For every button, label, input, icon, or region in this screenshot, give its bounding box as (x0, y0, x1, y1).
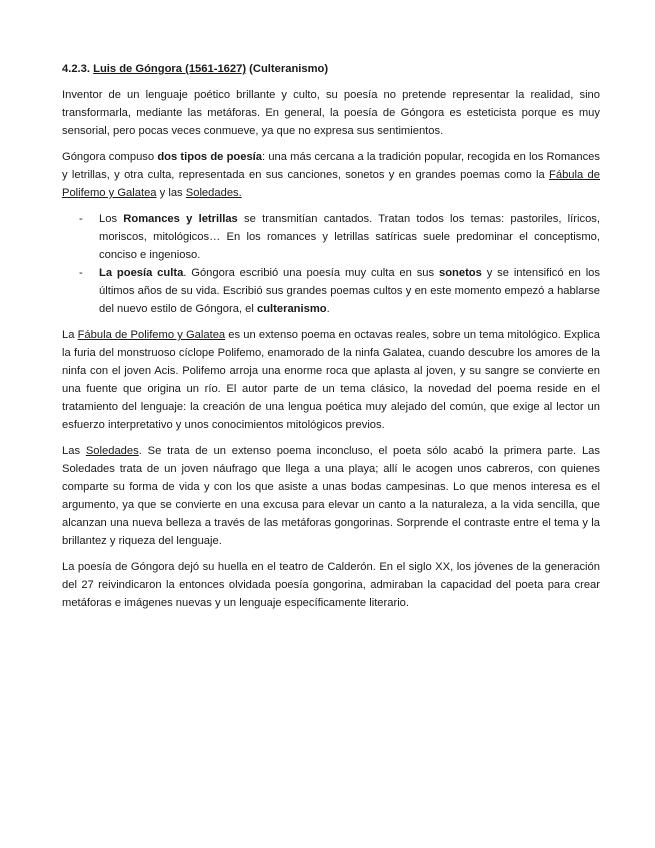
paragraph-types: Góngora compuso dos tipos de poesía: una más cercana a la tradición popular, recogida en los Romances y letrillas, y otra culta, representada en sus canciones, sonetos y en grandes poemas como la Fábula de Polifemo y Galatea y las Soledades. (62, 151, 601, 199)
soledades-title: Soledades (85, 445, 139, 457)
paragraph-legacy: La poesía de Góngora dejó su huella en el teatro de Calderón. En el siglo XX, los jóvenes de la generación del 27 reivindicaron la entonces olvidada poesía gongorina, admiraban la capacidad del poeta para crear metáforas e imágenes nuevas y un lenguaje específicamente literario. (62, 561, 600, 609)
paragraph-soledades: Las Soledades. Se trata de un extenso poema inconcluso, el poeta sólo acabó la primera parte. Las Soledades trata de un joven náufrago que llega a una playa; allí le acogen unos cabreros, con quienes comparte su forma de vida y con los que asiste a unas bodas campesinas. Lo que menos interesa es el argumento, ya que se convierte en una excusa para elevar un canto a la naturaleza, a la vida sencilla, que alcanzan una nueva belleza a través de las metáforas gongorinas. Sorprende el contraste entre el tema y la brillantez y riqueza del lenguaje. (62, 445, 600, 547)
list-item: - La poesía culta. Góngora escribió una poesía muy culta en sus sonetos y se intensificó en los últimos años de su vida. Escribió sus grandes poemas cultos y en este momento empezó a hablarse del nuevo estilo de Góngora, el culteranismo. (62, 264, 600, 318)
section-title: Luis de Góngora (1561-1627) (93, 63, 247, 75)
section-number: 4.2.3. (62, 63, 90, 75)
document-page (62, 60, 600, 620)
section-subtitle: (Culteranismo) (249, 63, 329, 75)
soledades-title-ref: Soledades. (185, 187, 242, 199)
polifemo-title-ref: Fábula de Polifemo y Galatea (62, 169, 600, 199)
dash-bullet: - (79, 267, 83, 279)
paragraph-intro: Inventor de un lenguaje poético brillante y culto, su poesía no pretende representar la realidad, sino transformarla, mediante las metáforas. En general, la poesía de Góngora es esteticista porque es muy sensorial, pero pocas veces conmueve, ya que no expresa sus sentimientos. (62, 89, 600, 137)
poetry-types-list (62, 210, 600, 318)
paragraph-polifemo: La Fábula de Polifemo y Galatea es un extenso poema en octavas reales, sobre un tema mitológico. Explica la furia del monstruoso cíclope Polifemo, enamorado de la ninfa Galatea, cuando descubre los amores de la ninfa con el joven Acis. Polifemo arroja una enorme roca que aplasta al joven, y su sangre se convierte en una fuente que origina un río. El autor parte de un tema clásico, la novedad del poema reside en el tratamiento del lenguaje: la creación de una lengua poética muy alejado del común, que exige al lector un esfuerzo interpretativo y unos conocimientos mitológicos previos. (62, 329, 600, 431)
polifemo-title: Fábula de Polifemo y Galatea (77, 329, 226, 341)
section-heading (62, 60, 600, 78)
dash-bullet: - (79, 213, 83, 225)
list-item: - Los Romances y letrillas se transmitían cantados. Tratan todos los temas: pastoriles, líricos, moriscos, mitológicos… En los romances y letrillas satíricas suele predominar el conceptismo, conciso e ingenioso. (62, 210, 600, 264)
